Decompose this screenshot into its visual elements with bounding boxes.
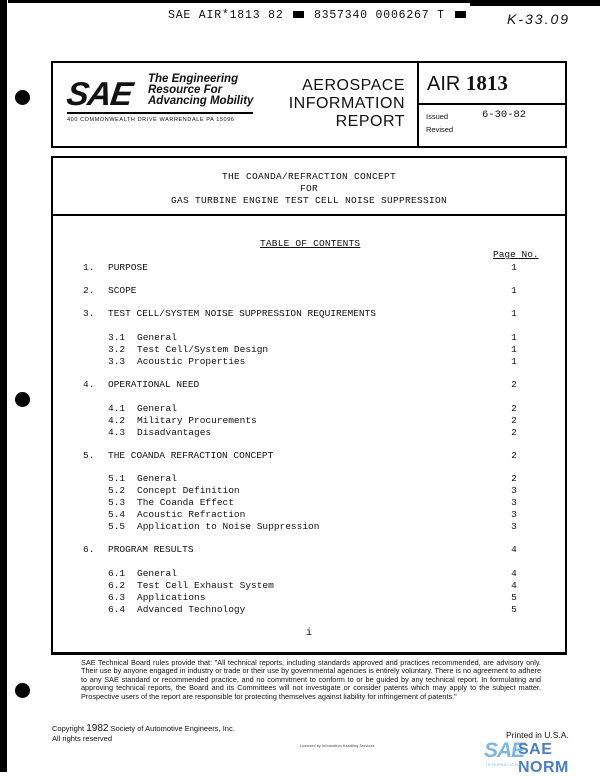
title-line: THE COANDA/REFRACTION CONCEPT bbox=[221, 171, 397, 182]
toc-entry bbox=[53, 497, 565, 509]
toc-entry bbox=[53, 580, 565, 592]
toc-entry-page: 1 bbox=[511, 262, 517, 273]
toc-entry-page: 1 bbox=[511, 285, 517, 296]
toc-entry-page: 4 bbox=[511, 580, 517, 591]
toc-entry-label: PURPOSE bbox=[108, 262, 148, 273]
toc-entry-page: 2 bbox=[511, 403, 517, 414]
scan-edge-left bbox=[0, 0, 7, 772]
sae-logo: SAE bbox=[64, 75, 135, 112]
sae-tagline bbox=[148, 74, 253, 107]
toc-entry-number: 3. bbox=[83, 308, 95, 319]
header-publisher bbox=[53, 63, 417, 146]
toc-entry-number: 4.3 bbox=[108, 427, 126, 438]
toc-entry-label: Test Cell/System Design bbox=[137, 344, 269, 355]
scan-edge-top-right bbox=[470, 0, 600, 6]
toc-entry-page: 3 bbox=[511, 509, 517, 520]
toc-entry-label: General bbox=[137, 332, 177, 343]
toc-entry-page: 3 bbox=[511, 497, 517, 508]
tagline-line: Advancing Mobility bbox=[148, 95, 254, 107]
toc-entry-label: Acoustic Properties bbox=[137, 356, 246, 367]
toc-entry-number: 1. bbox=[83, 262, 95, 273]
toc-entry-number: 4. bbox=[83, 379, 95, 390]
toc-entry bbox=[53, 332, 565, 344]
toc-entry-page: 4 bbox=[511, 544, 517, 555]
toc-entry-number: 6. bbox=[83, 544, 95, 555]
watermark-text: SAE NORM bbox=[518, 741, 569, 776]
toc-entry-label: General bbox=[137, 403, 177, 414]
toc-entry-page: 5 bbox=[511, 592, 517, 603]
doc-prefix: AIR bbox=[427, 73, 461, 95]
document-header bbox=[51, 61, 567, 148]
toc-entry-number: 3.3 bbox=[108, 356, 126, 367]
toc-entry bbox=[53, 415, 565, 427]
toc-entry-label: General bbox=[137, 473, 177, 484]
toc-entry bbox=[53, 285, 565, 297]
toc-entry-page: 1 bbox=[511, 356, 517, 367]
toc-entry bbox=[53, 592, 565, 604]
toc-entry-label: PROGRAM RESULTS bbox=[108, 544, 194, 555]
document-stamp bbox=[168, 9, 468, 22]
page-column-header: Page No. bbox=[493, 249, 539, 260]
toc-entry-label: Military Procurements bbox=[137, 415, 257, 426]
toc-entry bbox=[53, 262, 565, 274]
toc-entry-label: The Coanda Effect bbox=[137, 497, 234, 508]
toc-entry-number: 3.2 bbox=[108, 344, 126, 355]
toc-entry bbox=[53, 450, 565, 462]
toc-entry-page: 1 bbox=[511, 308, 517, 319]
toc-entry bbox=[53, 403, 565, 415]
toc-entry-number: 6.2 bbox=[108, 580, 126, 591]
page-folio: i bbox=[305, 628, 312, 639]
report-type bbox=[281, 77, 405, 131]
toc-entry-label: Advanced Technology bbox=[137, 604, 246, 615]
toc-entry bbox=[53, 473, 565, 485]
toc-entry-page: 5 bbox=[511, 604, 517, 615]
toc-entry-page: 2 bbox=[511, 415, 517, 426]
punch-hole bbox=[15, 683, 30, 698]
publisher-address: 400 COMMONWEALTH DRIVE WARRENDALE PA 15096 bbox=[67, 117, 235, 123]
rights-statement: All rights reserved bbox=[52, 734, 113, 743]
toc-entry-number: 5.5 bbox=[108, 521, 126, 532]
copyright-holder: Society of Automotive Engineers, Inc. bbox=[110, 724, 235, 733]
toc-entry-page: 1 bbox=[511, 344, 517, 355]
logo-divider bbox=[67, 112, 253, 114]
toc-entry-label: Disadvantages bbox=[137, 427, 212, 438]
title-line: GAS TURBINE ENGINE TEST CELL NOISE SUPPRESSION bbox=[170, 195, 448, 206]
toc-entry-page: 2 bbox=[511, 427, 517, 438]
toc-entry-label: Test Cell Exhaust System bbox=[137, 580, 274, 591]
stamp-block-icon bbox=[293, 11, 304, 18]
toc-entry-number: 5.2 bbox=[108, 485, 126, 496]
toc-entry-page: 2 bbox=[511, 473, 517, 484]
toc-entry-page: 2 bbox=[511, 450, 517, 461]
toc-entry-label: SCOPE bbox=[108, 285, 137, 296]
toc-entry bbox=[53, 568, 565, 580]
toc-entry-number: 2. bbox=[83, 285, 95, 296]
toc-entry-page: 4 bbox=[511, 568, 517, 579]
punch-hole bbox=[15, 392, 30, 407]
toc-entry-number: 5. bbox=[83, 450, 95, 461]
document-body bbox=[51, 156, 567, 655]
toc-entry-label: Acoustic Refraction bbox=[137, 509, 246, 520]
toc-entry-label: TEST CELL/SYSTEM NOISE SUPPRESSION REQUIREMENTS bbox=[108, 308, 376, 319]
toc-entry bbox=[53, 604, 565, 616]
toc-entry-label: OPERATIONAL NEED bbox=[108, 379, 200, 390]
toc-entry bbox=[53, 427, 565, 439]
toc-entry-number: 5.4 bbox=[108, 509, 126, 520]
toc-entry-label: THE COANDA REFRACTION CONCEPT bbox=[108, 450, 274, 461]
toc-entry bbox=[53, 356, 565, 368]
revised-label: Revised bbox=[426, 125, 454, 134]
stamp-code: 8357340 0006267 T bbox=[313, 9, 445, 22]
toc-entry-number: 6.4 bbox=[108, 604, 126, 615]
toc-entry bbox=[53, 344, 565, 356]
toc-entry-number: 6.3 bbox=[108, 592, 126, 603]
toc-entry-label: Application to Noise Suppression bbox=[137, 521, 320, 532]
report-type-line: REPORT bbox=[335, 113, 405, 130]
toc-entry-number: 6.1 bbox=[108, 568, 126, 579]
toc-entry bbox=[53, 521, 565, 533]
toc-entry-number: 5.3 bbox=[108, 497, 126, 508]
toc-entry-number: 3.1 bbox=[108, 332, 126, 343]
toc-entry-number: 5.1 bbox=[108, 473, 126, 484]
toc-heading: TABLE OF CONTENTS bbox=[260, 238, 361, 249]
report-type-line: AEROSPACE bbox=[302, 77, 405, 94]
document-title bbox=[53, 158, 565, 216]
stamp-id: SAE AIR*1813 82 bbox=[168, 9, 284, 22]
toc-entry-label: Concept Definition bbox=[137, 485, 240, 496]
issued-label: Issued bbox=[426, 112, 449, 121]
report-type-line: INFORMATION bbox=[288, 95, 405, 112]
doc-number-value: 1813 bbox=[465, 71, 508, 95]
copyright bbox=[52, 723, 235, 734]
toc-entry-number: 4.1 bbox=[108, 403, 126, 414]
disclaimer: SAE Technical Board rules provide that: "All technical reports, including standards approved and practices recommended, are advisory only. Their use by anyone engaged in industry or trade or their use by governmental agencies is entirely voluntary. There is no agreement to adhere to any SAE standard or recommended practice, and no commitment to conform to or be guided by any technical report. In formulating and approving technical reports, the Board and its Committees will not investigate or consider patents which may apply to the subject matter. Prospective users of the report are responsible for protecting themselves against liability for infringement of patents." bbox=[81, 658, 541, 701]
handwritten-code: K-33.09 bbox=[507, 11, 571, 27]
stamp-block-icon bbox=[455, 11, 466, 18]
watermark-logo: SAE bbox=[484, 739, 525, 762]
toc-entry-page: 3 bbox=[511, 521, 517, 532]
doc-number bbox=[427, 71, 508, 96]
toc-entry-number: 4.2 bbox=[108, 415, 126, 426]
toc-entry bbox=[53, 485, 565, 497]
toc-entry bbox=[53, 308, 565, 320]
toc-entry bbox=[53, 379, 565, 391]
toc-entry-page: 3 bbox=[511, 485, 517, 496]
toc-entry-label: General bbox=[137, 568, 177, 579]
toc-entry bbox=[53, 544, 565, 556]
microprint-text: Licensed by Information Handling Services bbox=[300, 744, 375, 748]
toc-entry-page: 1 bbox=[511, 332, 517, 343]
issued-date: 6-30-82 bbox=[482, 109, 527, 121]
header-doc-info bbox=[417, 63, 567, 146]
punch-hole bbox=[15, 90, 30, 105]
copyright-year: 1982 bbox=[86, 723, 109, 734]
title-line: FOR bbox=[299, 183, 318, 194]
tagline-line: The Engineering bbox=[148, 73, 239, 85]
tagline-line: Resource For bbox=[148, 84, 223, 96]
copyright-prefix: Copyright bbox=[52, 724, 85, 733]
toc-entry-page: 2 bbox=[511, 379, 517, 390]
doc-number-cell bbox=[419, 63, 567, 105]
printed-in: Printed in U.S.A. bbox=[506, 730, 569, 740]
toc-entry bbox=[53, 509, 565, 521]
toc-entry-label: Applications bbox=[137, 592, 206, 603]
watermark-subtext: INTERNATIONAL bbox=[486, 762, 525, 767]
